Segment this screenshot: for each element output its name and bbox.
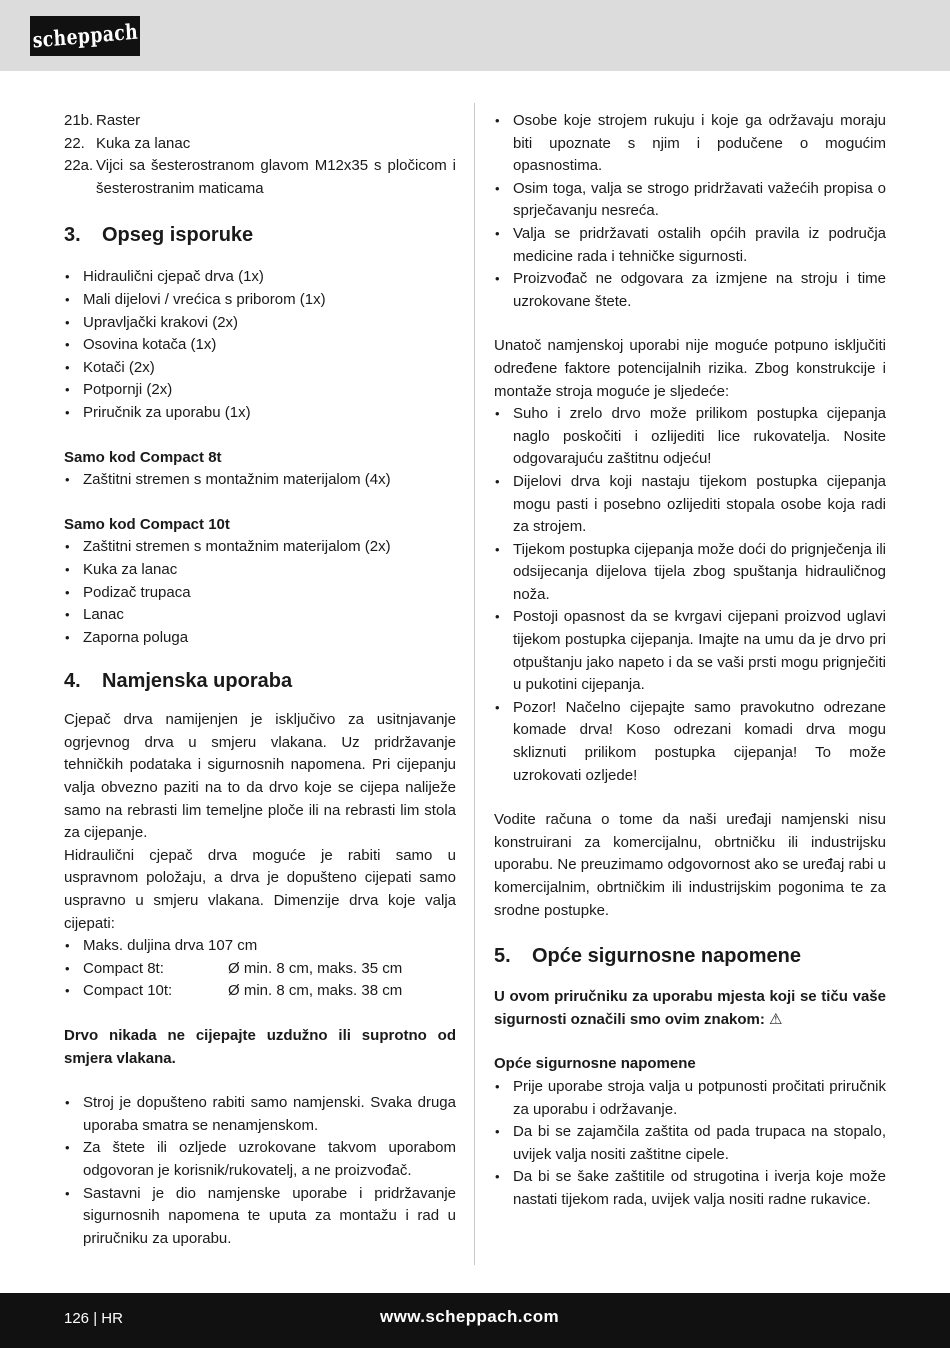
list-item: • Suho i zrelo drvo može prilikom postupka cijepanja naglo poskočiti i ozlijediti lice rukovatelja. Nosite odgovarajuću zaštitnu odjeću!: [494, 403, 886, 471]
dimensions-paragraph: Hidraulični cjepač drva moguće je rabiti samo u uspravnom položaju, a drva je dopušteno cijepati samo uspravno u smjeru vlakana. Dimenzije drva koje valja cijepati:: [64, 846, 456, 932]
list-item: • Kotači (2x): [64, 357, 456, 380]
list-item: 22. Kuka za lanac: [64, 134, 191, 152]
operator-list: [494, 110, 886, 313]
spec-row: • Compact 8t: Ø min. 8 cm, maks. 35 cm: [64, 958, 456, 981]
list-item: • Dijelovi drva koji nastaju tijekom postupka cijepanja mogu pasti i posebno ozlijediti stopala osobe koja radi za strojem.: [494, 471, 886, 539]
list-item: • Postoji opasnost da se kvrgavi cijepani proizvod uglavi tijekom postupka cijepanja. Imajte na umu da je drvo pri otpuštanju jako napeto i da se vaši prsti mogu prignječiti u pukotini cijepanja.: [494, 606, 886, 696]
language-code: HR: [101, 1310, 123, 1327]
list-item: • Kuka za lanac: [64, 559, 456, 582]
list-item: • Prije uporabe stroja valja u potpunosti pročitati priručnik za uporabu i održavanje.: [494, 1076, 886, 1121]
list-item: 21b. Raster: [64, 112, 141, 129]
compact10-list: [64, 536, 456, 649]
list-item: • Zaštitni stremen s montažnim materijalom (4x): [64, 469, 456, 492]
general-safety-heading: Opće sigurnosne napomene: [494, 1055, 696, 1073]
list-item: • Upravljački krakovi (2x): [64, 312, 456, 335]
scope-list: [64, 266, 456, 424]
list-item: • Osovina kotača (1x): [64, 334, 456, 357]
risk-list: [494, 403, 886, 787]
spec-row: • Compact 10t: Ø min. 8 cm, maks. 38 cm: [64, 980, 456, 1003]
list-item: • Stroj je dopušteno rabiti samo namjenski. Svaka druga uporaba smatra se nenamjenskom.: [64, 1092, 456, 1137]
page-number: 126 | HR: [64, 1310, 123, 1327]
compact8-list: [64, 469, 456, 492]
list-item: • Lanac: [64, 604, 456, 627]
right-column: [494, 110, 886, 1212]
risk-intro: Unatoč namjenskoj uporabi nije moguće potpuno isključiti određene faktore potencijalnih rizika. Zbog konstrukcije i montaže stroja moguće je sljedeće:: [494, 337, 886, 400]
brand-logo: scheppach: [30, 16, 140, 56]
list-item: • Podizač trupaca: [64, 582, 456, 605]
use-list: [64, 1092, 456, 1250]
safety-symbol-intro: U ovom priručniku za uporabu mjesta koji se tiču vaše sigurnosti označili smo ovim znakom: ⚠: [494, 988, 886, 1028]
left-column: [64, 110, 456, 1250]
footer-bar: [0, 1293, 950, 1348]
general-safety-list: [494, 1076, 886, 1212]
list-item: • Mali dijelovi / vrećica s priborom (1x): [64, 289, 456, 312]
list-item: • Da bi se zajamčila zaštita od pada trupaca na stopalo, uvijek valja nositi zaštitne cipele.: [494, 1121, 886, 1166]
header-bar: [0, 0, 950, 71]
wood-dimensions-list: [64, 935, 456, 1003]
list-item: • Valja se pridržavati ostalih općih pravila iz područja medicine rada i tehničke sigurnosti.: [494, 223, 886, 268]
list-item: • Osobe koje strojem rukuju i koje ga održavaju moraju biti upoznate s njim i podučene o mogućim opasnostima.: [494, 110, 886, 178]
list-item: • Proizvođač ne odgovara za izmjene na stroju i time uzrokovane štete.: [494, 268, 886, 313]
list-item: • Sastavni je dio namjenske uporabe i pridržavanje sigurnosnih napomena te uputa za montažu i rad u priručniku za uporabu.: [64, 1183, 456, 1251]
list-item: • Da bi se šake zaštitile od strugotina i iverja koje može nastati tijekom rada, uvijek valja nositi radne rukavice.: [494, 1166, 886, 1211]
list-item: • Osim toga, valja se strogo pridržavati važećih propisa o sprječavanju nesreća.: [494, 178, 886, 223]
section-heading-intended-use: 4. Namjenska uporaba: [64, 670, 293, 693]
intended-use-paragraph: Cjepač drva namijenjen je isključivo za usitnjavanje ogrjevnog drva u smjeru vlakana. Uz pridržavanje tehničkih podataka i sigurnosnih napomena. Pri cijepanju valja obvezno paziti na to da drvo koje se cijepa naliježe samo na rebrasti lim temeljne ploče ili na rebrasti lim stola za cijepanje.: [64, 711, 456, 842]
list-item: • Za štete ili ozljede uzrokovane takvom uporabom odgovoran je korisnik/rukovatelj, a ne proizvođač.: [64, 1137, 456, 1182]
parts-list-continued: [64, 110, 456, 200]
list-item: • Potpornji (2x): [64, 379, 456, 402]
list-item: • Maks. duljina drva 107 cm: [64, 935, 456, 958]
list-item: • Priručnik za uporabu (1x): [64, 402, 456, 425]
column-divider: [474, 103, 475, 1265]
section-heading-safety: 5. Opće sigurnosne napomene: [494, 945, 801, 968]
list-item: • Hidraulični cjepač drva (1x): [64, 266, 456, 289]
compact10-heading: Samo kod Compact 10t: [64, 515, 230, 533]
list-item: • Zaporna poluga: [64, 627, 456, 650]
section-heading-scope: 3. Opseg isporuke: [64, 224, 254, 247]
list-item: • Tijekom postupka cijepanja može doći do prignječenja ili odsijecanja dijelova tijela zbog spuštanja hidrauličnog noža.: [494, 539, 886, 607]
list-item: • Pozor! Načelno cijepajte samo pravokutno odrezane komade drva! Koso odrezani komadi drva mogu skliznuti prilikom postupka cijepanja! To može uzrokovati ozljede!: [494, 697, 886, 787]
list-item: • Zaštitni stremen s montažnim materijalom (2x): [64, 536, 456, 559]
commercial-note: Vodite računa o tome da naši uređaji namjenski nisu konstruirani za komercijalnu, obrtničku ili industrijsku uporabu. Ne preuzimamo odgovornost ako se uređaj rabi u komercijalnim, obrtničkim ili industrijskim pogonima te za srodne postupke.: [494, 811, 886, 919]
grain-warning: Drvo nikada ne cijepajte uzdužno ili suprotno od smjera vlakana.: [64, 1027, 456, 1067]
website-url: www.scheppach.com: [380, 1307, 560, 1326]
compact8-heading: Samo kod Compact 8t: [64, 448, 222, 466]
list-item: 22a. Vijci sa šesterostranom glavom M12x35 s pločicom i šesterostranim maticama: [64, 157, 456, 197]
